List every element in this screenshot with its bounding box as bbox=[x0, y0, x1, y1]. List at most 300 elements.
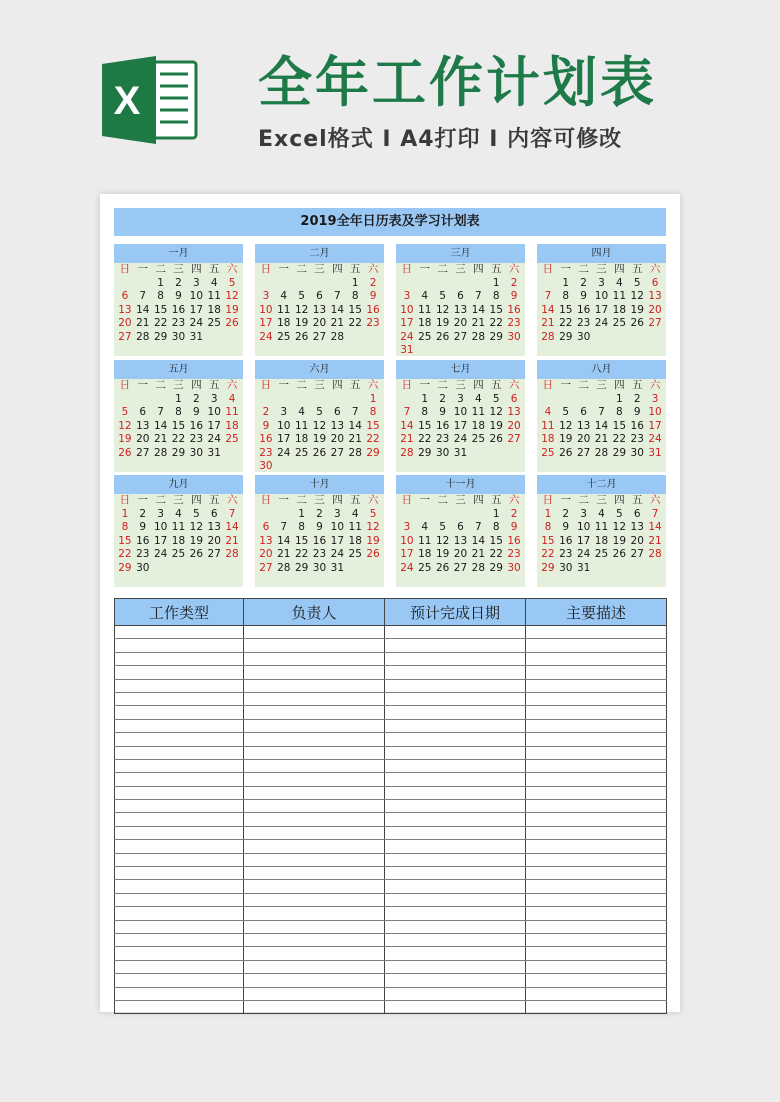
plan-row bbox=[115, 706, 667, 719]
plan-cell[interactable] bbox=[115, 692, 244, 705]
day-cell: 24 bbox=[594, 317, 609, 329]
plan-cell[interactable] bbox=[244, 813, 385, 826]
day-cell: 30 bbox=[259, 460, 273, 472]
empty-day-cell bbox=[469, 277, 487, 291]
day-cell: 9 bbox=[633, 406, 641, 418]
weekday-label: 一 bbox=[419, 263, 431, 275]
plan-cell[interactable] bbox=[244, 786, 385, 799]
day-cell: 26 bbox=[630, 317, 644, 329]
day-cell: 31 bbox=[648, 446, 662, 459]
day-cell: 26 bbox=[312, 446, 327, 459]
day-cell: 11 bbox=[471, 406, 486, 418]
weekday-label: 四 bbox=[614, 379, 625, 391]
plan-cell[interactable] bbox=[115, 719, 244, 732]
plan-cell[interactable] bbox=[115, 867, 244, 880]
day-cell: 22 bbox=[489, 548, 503, 560]
plan-cell[interactable] bbox=[526, 639, 667, 652]
month-day-grid bbox=[396, 494, 525, 575]
month-name: 二月 bbox=[255, 244, 384, 263]
worksheet-page bbox=[100, 194, 680, 1012]
plan-cell[interactable] bbox=[526, 652, 667, 665]
day-cell: 25 bbox=[171, 548, 186, 560]
plan-cell[interactable] bbox=[244, 692, 385, 705]
day-cell: 10 bbox=[277, 419, 291, 432]
day-cell: 31 bbox=[330, 561, 345, 574]
plan-cell[interactable] bbox=[115, 1000, 244, 1013]
plan-cell[interactable] bbox=[526, 759, 667, 772]
month-name: 六月 bbox=[255, 360, 384, 379]
plan-row bbox=[115, 773, 667, 786]
plan-cell[interactable] bbox=[244, 987, 385, 1000]
plan-cell[interactable] bbox=[244, 867, 385, 880]
day-cell: 27 bbox=[648, 317, 662, 329]
day-cell: 19 bbox=[559, 433, 573, 445]
day-cell: 5 bbox=[562, 406, 570, 418]
plan-cell[interactable] bbox=[244, 1000, 385, 1013]
weekday-label: 五 bbox=[349, 263, 361, 275]
plan-cell[interactable] bbox=[385, 773, 526, 786]
day-cell: 15 bbox=[612, 419, 627, 432]
day-cell: 29 bbox=[612, 446, 627, 459]
plan-cell[interactable] bbox=[244, 626, 385, 639]
plan-cell[interactable] bbox=[115, 947, 244, 960]
plan-cell[interactable] bbox=[115, 987, 244, 1000]
month-calendar bbox=[114, 475, 243, 587]
month-name: 七月 bbox=[396, 360, 525, 379]
weekday-label: 六 bbox=[226, 263, 238, 275]
day-cell: 18 bbox=[348, 534, 362, 547]
day-cell: 25 bbox=[541, 446, 555, 459]
plan-cell[interactable] bbox=[526, 706, 667, 719]
month-calendar bbox=[537, 475, 666, 587]
plan-cell[interactable] bbox=[385, 786, 526, 799]
day-cell: 21 bbox=[348, 433, 362, 445]
plan-cell[interactable] bbox=[244, 639, 385, 652]
plan-cell[interactable] bbox=[115, 920, 244, 933]
day-cell: 17 bbox=[648, 419, 662, 432]
day-cell: 15 bbox=[118, 534, 132, 547]
empty-day-cell bbox=[116, 277, 134, 291]
plan-cell[interactable] bbox=[244, 706, 385, 719]
plan-cell[interactable] bbox=[244, 733, 385, 746]
day-cell: 9 bbox=[580, 290, 587, 302]
day-cell: 17 bbox=[576, 534, 591, 547]
plan-cell[interactable] bbox=[526, 800, 667, 813]
plan-cell[interactable] bbox=[385, 840, 526, 853]
day-cell: 13 bbox=[507, 406, 521, 418]
day-cell: 3 bbox=[580, 507, 587, 520]
day-cell: 23 bbox=[259, 446, 273, 459]
plan-cell[interactable] bbox=[385, 679, 526, 692]
plan-row bbox=[115, 893, 667, 906]
day-cell: 28 bbox=[471, 330, 486, 343]
empty-day-cell bbox=[293, 393, 311, 407]
month-name: 五月 bbox=[114, 360, 243, 379]
day-cell: 13 bbox=[259, 534, 273, 547]
day-cell: 8 bbox=[175, 406, 182, 418]
empty-day-cell bbox=[257, 277, 275, 291]
day-cell: 12 bbox=[118, 419, 132, 432]
plan-cell[interactable] bbox=[385, 666, 526, 679]
day-cell: 2 bbox=[510, 276, 518, 289]
plan-cell[interactable] bbox=[115, 626, 244, 639]
excel-logo-icon bbox=[100, 54, 200, 146]
day-cell: 9 bbox=[369, 290, 377, 302]
weekday-label: 一 bbox=[278, 494, 290, 506]
plan-cell[interactable] bbox=[244, 974, 385, 987]
day-cell: 31 bbox=[189, 330, 204, 343]
empty-day-cell bbox=[311, 393, 329, 407]
plan-cell[interactable] bbox=[244, 719, 385, 732]
day-cell: 8 bbox=[492, 290, 500, 302]
plan-cell[interactable] bbox=[115, 974, 244, 987]
day-cell: 17 bbox=[453, 419, 468, 432]
plan-cell[interactable] bbox=[385, 733, 526, 746]
plan-cell[interactable] bbox=[385, 719, 526, 732]
day-cell: 27 bbox=[259, 561, 273, 574]
month-day-grid bbox=[396, 263, 525, 358]
day-cell: 13 bbox=[330, 419, 345, 432]
plan-cell[interactable] bbox=[385, 759, 526, 772]
day-cell: 25 bbox=[348, 548, 362, 560]
plan-cell[interactable] bbox=[115, 880, 244, 893]
plan-cell[interactable] bbox=[115, 907, 244, 920]
day-cell: 13 bbox=[453, 303, 468, 316]
plan-cell[interactable] bbox=[526, 1000, 667, 1013]
weekday-label: 四 bbox=[332, 379, 343, 391]
day-cell: 12 bbox=[559, 419, 573, 432]
day-cell: 27 bbox=[312, 330, 327, 343]
day-cell: 16 bbox=[171, 303, 186, 316]
month-name: 四月 bbox=[537, 244, 666, 263]
plan-cell[interactable] bbox=[244, 800, 385, 813]
day-cell: 7 bbox=[334, 290, 341, 302]
empty-day-cell bbox=[593, 393, 611, 407]
calendar-months bbox=[114, 244, 666, 590]
day-cell: 25 bbox=[418, 561, 432, 574]
plan-cell[interactable] bbox=[244, 947, 385, 960]
weekday-label: 五 bbox=[631, 379, 643, 391]
plan-cell[interactable] bbox=[385, 920, 526, 933]
weekday-label: 六 bbox=[367, 494, 379, 506]
day-cell: 7 bbox=[139, 290, 147, 302]
day-cell: 12 bbox=[435, 534, 450, 547]
plan-row bbox=[115, 679, 667, 692]
day-cell: 17 bbox=[400, 548, 414, 560]
plan-row bbox=[115, 652, 667, 665]
plan-cell[interactable] bbox=[115, 679, 244, 692]
plan-cell[interactable] bbox=[526, 813, 667, 826]
day-cell: 2 bbox=[316, 507, 323, 520]
plan-cell[interactable] bbox=[115, 786, 244, 799]
month-name: 三月 bbox=[396, 244, 525, 263]
plan-cell[interactable] bbox=[244, 746, 385, 759]
plan-cell[interactable] bbox=[244, 907, 385, 920]
plan-cell[interactable] bbox=[115, 893, 244, 906]
plan-cell[interactable] bbox=[526, 679, 667, 692]
plan-cell[interactable] bbox=[385, 853, 526, 866]
plan-cell[interactable] bbox=[385, 652, 526, 665]
month-day-grid bbox=[255, 379, 384, 474]
plan-cell[interactable] bbox=[526, 947, 667, 960]
plan-cell[interactable] bbox=[385, 960, 526, 973]
day-cell: 22 bbox=[418, 433, 432, 445]
plan-cell[interactable] bbox=[385, 706, 526, 719]
plan-cell[interactable] bbox=[526, 626, 667, 639]
month-calendar bbox=[396, 244, 525, 356]
weekday-label: 五 bbox=[208, 494, 220, 506]
day-cell: 8 bbox=[351, 290, 359, 302]
day-cell: 27 bbox=[118, 330, 132, 343]
plan-cell[interactable] bbox=[385, 974, 526, 987]
day-cell: 4 bbox=[475, 392, 482, 405]
day-cell: 21 bbox=[277, 548, 291, 560]
day-cell: 6 bbox=[457, 521, 464, 533]
day-cell: 5 bbox=[193, 507, 200, 520]
plan-cell[interactable] bbox=[115, 639, 244, 652]
day-cell: 3 bbox=[598, 276, 605, 289]
day-cell: 5 bbox=[492, 392, 500, 405]
plan-cell[interactable] bbox=[115, 733, 244, 746]
plan-cell[interactable] bbox=[385, 746, 526, 759]
plan-cell[interactable] bbox=[385, 880, 526, 893]
month-name: 十二月 bbox=[537, 475, 666, 494]
plan-cell[interactable] bbox=[385, 639, 526, 652]
month-name: 十月 bbox=[255, 475, 384, 494]
weekday-label: 三 bbox=[455, 494, 466, 506]
day-cell: 29 bbox=[366, 446, 380, 459]
plan-cell[interactable] bbox=[385, 800, 526, 813]
day-cell: 14 bbox=[225, 521, 239, 533]
plan-row bbox=[115, 626, 667, 639]
day-cell: 3 bbox=[157, 507, 164, 520]
day-cell: 20 bbox=[453, 548, 468, 560]
empty-day-cell bbox=[398, 277, 416, 291]
plan-cell[interactable] bbox=[115, 666, 244, 679]
plan-cell[interactable] bbox=[115, 813, 244, 826]
day-cell: 20 bbox=[207, 534, 221, 547]
day-cell: 27 bbox=[136, 446, 150, 459]
day-cell: 21 bbox=[153, 433, 168, 445]
plan-cell[interactable] bbox=[385, 933, 526, 946]
plan-cell[interactable] bbox=[244, 933, 385, 946]
plan-cell[interactable] bbox=[115, 759, 244, 772]
weekday-label: 二 bbox=[296, 263, 307, 275]
day-cell: 11 bbox=[418, 303, 432, 316]
plan-cell[interactable] bbox=[526, 933, 667, 946]
plan-cell[interactable] bbox=[115, 800, 244, 813]
day-cell: 10 bbox=[453, 406, 468, 418]
day-cell: 3 bbox=[210, 392, 218, 405]
plan-cell[interactable] bbox=[244, 893, 385, 906]
plan-row bbox=[115, 880, 667, 893]
day-cell: 4 bbox=[421, 290, 429, 302]
day-cell: 3 bbox=[403, 521, 411, 533]
plan-cell[interactable] bbox=[526, 974, 667, 987]
plan-cell[interactable] bbox=[244, 960, 385, 973]
day-cell: 24 bbox=[648, 433, 662, 445]
day-cell: 16 bbox=[366, 303, 380, 316]
day-cell: 23 bbox=[366, 317, 380, 329]
day-cell: 2 bbox=[139, 507, 147, 520]
day-cell: 9 bbox=[510, 521, 518, 533]
plan-cell[interactable] bbox=[115, 933, 244, 946]
month-calendar bbox=[255, 360, 384, 472]
day-cell: 12 bbox=[435, 303, 450, 316]
day-cell: 24 bbox=[400, 330, 414, 343]
day-cell: 22 bbox=[153, 317, 168, 329]
plan-cell[interactable] bbox=[115, 960, 244, 973]
plan-cell[interactable] bbox=[385, 893, 526, 906]
day-cell: 16 bbox=[630, 419, 644, 432]
plan-cell[interactable] bbox=[385, 692, 526, 705]
plan-row bbox=[115, 800, 667, 813]
plan-cell[interactable] bbox=[385, 813, 526, 826]
day-cell: 25 bbox=[471, 433, 486, 445]
plan-cell[interactable] bbox=[244, 666, 385, 679]
plan-cell[interactable] bbox=[526, 880, 667, 893]
day-cell: 20 bbox=[330, 433, 345, 445]
plan-cell[interactable] bbox=[526, 692, 667, 705]
day-cell: 28 bbox=[153, 446, 168, 459]
day-cell: 5 bbox=[439, 290, 446, 302]
weekday-label: 六 bbox=[226, 379, 238, 391]
weekday-label: 一 bbox=[419, 494, 431, 506]
weekday-label: 二 bbox=[296, 494, 307, 506]
plan-cell[interactable] bbox=[115, 773, 244, 786]
day-cell: 3 bbox=[193, 276, 200, 289]
day-cell: 3 bbox=[280, 406, 288, 418]
day-cell: 7 bbox=[651, 507, 659, 520]
day-cell: 4 bbox=[210, 276, 218, 289]
plan-cell[interactable] bbox=[526, 987, 667, 1000]
plan-cell[interactable] bbox=[115, 840, 244, 853]
plan-row bbox=[115, 746, 667, 759]
day-cell: 6 bbox=[139, 406, 147, 418]
weekday-label: 三 bbox=[596, 494, 607, 506]
weekday-label: 五 bbox=[631, 263, 643, 275]
weekday-label: 四 bbox=[473, 379, 484, 391]
day-cell: 2 bbox=[369, 276, 377, 289]
day-cell: 2 bbox=[510, 507, 518, 520]
plan-cell[interactable] bbox=[385, 907, 526, 920]
plan-cell[interactable] bbox=[115, 826, 244, 839]
plan-cell[interactable] bbox=[526, 733, 667, 746]
day-cell: 30 bbox=[576, 330, 591, 343]
day-cell: 7 bbox=[544, 290, 552, 302]
day-cell: 4 bbox=[598, 507, 605, 520]
plan-cell[interactable] bbox=[526, 867, 667, 880]
plan-cell[interactable] bbox=[526, 746, 667, 759]
plan-cell[interactable] bbox=[115, 853, 244, 866]
weekday-label: 日 bbox=[119, 263, 131, 275]
empty-day-cell bbox=[434, 277, 452, 291]
plan-row bbox=[115, 947, 667, 960]
day-cell: 12 bbox=[312, 419, 327, 432]
plan-cell[interactable] bbox=[244, 840, 385, 853]
day-cell: 23 bbox=[507, 548, 521, 560]
plan-cell[interactable] bbox=[526, 786, 667, 799]
plan-cell[interactable] bbox=[526, 840, 667, 853]
weekday-label: 日 bbox=[119, 494, 131, 506]
day-cell: 12 bbox=[489, 406, 503, 418]
day-cell: 19 bbox=[630, 303, 644, 316]
empty-day-cell bbox=[275, 508, 293, 522]
plan-cell[interactable] bbox=[385, 867, 526, 880]
day-cell: 11 bbox=[277, 303, 291, 316]
day-cell: 21 bbox=[136, 317, 150, 329]
plan-cell[interactable] bbox=[244, 679, 385, 692]
day-cell: 26 bbox=[435, 561, 450, 574]
weekday-label: 日 bbox=[542, 263, 554, 275]
plan-cell[interactable] bbox=[385, 626, 526, 639]
plan-cell[interactable] bbox=[244, 853, 385, 866]
plan-cell[interactable] bbox=[244, 773, 385, 786]
plan-cell[interactable] bbox=[385, 947, 526, 960]
day-cell: 2 bbox=[175, 276, 182, 289]
plan-cell[interactable] bbox=[526, 719, 667, 732]
day-cell: 4 bbox=[298, 406, 305, 418]
day-cell: 26 bbox=[489, 433, 503, 445]
weekday-label: 二 bbox=[155, 379, 166, 391]
day-cell: 7 bbox=[280, 521, 288, 533]
day-cell: 19 bbox=[118, 433, 132, 445]
weekday-label: 五 bbox=[208, 379, 220, 391]
day-cell: 10 bbox=[330, 521, 345, 533]
day-cell: 28 bbox=[330, 330, 345, 343]
day-cell: 15 bbox=[559, 303, 573, 316]
weekday-label: 六 bbox=[508, 263, 520, 275]
day-cell: 15 bbox=[171, 419, 186, 432]
plan-cell[interactable] bbox=[115, 746, 244, 759]
plan-cell[interactable] bbox=[526, 907, 667, 920]
plan-cell[interactable] bbox=[385, 826, 526, 839]
weekday-label: 日 bbox=[542, 494, 554, 506]
plan-cell[interactable] bbox=[115, 652, 244, 665]
day-cell: 11 bbox=[171, 521, 186, 533]
day-cell: 1 bbox=[157, 276, 164, 289]
day-cell: 28 bbox=[277, 561, 291, 574]
plan-cell[interactable] bbox=[115, 706, 244, 719]
day-cell: 15 bbox=[348, 303, 362, 316]
plan-cell[interactable] bbox=[526, 920, 667, 933]
day-cell: 20 bbox=[648, 303, 662, 316]
plan-cell[interactable] bbox=[526, 960, 667, 973]
plan-cell[interactable] bbox=[244, 826, 385, 839]
weekday-label: 一 bbox=[278, 379, 290, 391]
plan-cell[interactable] bbox=[244, 759, 385, 772]
plan-cell[interactable] bbox=[526, 773, 667, 786]
plan-cell[interactable] bbox=[244, 880, 385, 893]
plan-cell[interactable] bbox=[244, 920, 385, 933]
day-cell: 28 bbox=[541, 330, 555, 343]
day-cell: 31 bbox=[207, 446, 221, 459]
plan-cell[interactable] bbox=[526, 893, 667, 906]
day-cell: 23 bbox=[507, 317, 521, 329]
plan-cell[interactable] bbox=[526, 666, 667, 679]
weekday-label: 二 bbox=[155, 494, 166, 506]
plan-cell[interactable] bbox=[385, 987, 526, 1000]
day-cell: 19 bbox=[225, 303, 239, 316]
plan-cell[interactable] bbox=[385, 1000, 526, 1013]
plan-cell[interactable] bbox=[244, 652, 385, 665]
day-cell: 4 bbox=[280, 290, 288, 302]
day-cell: 5 bbox=[369, 507, 377, 520]
plan-cell[interactable] bbox=[526, 853, 667, 866]
day-cell: 12 bbox=[225, 290, 239, 302]
plan-cell[interactable] bbox=[526, 826, 667, 839]
day-cell: 26 bbox=[559, 446, 573, 459]
